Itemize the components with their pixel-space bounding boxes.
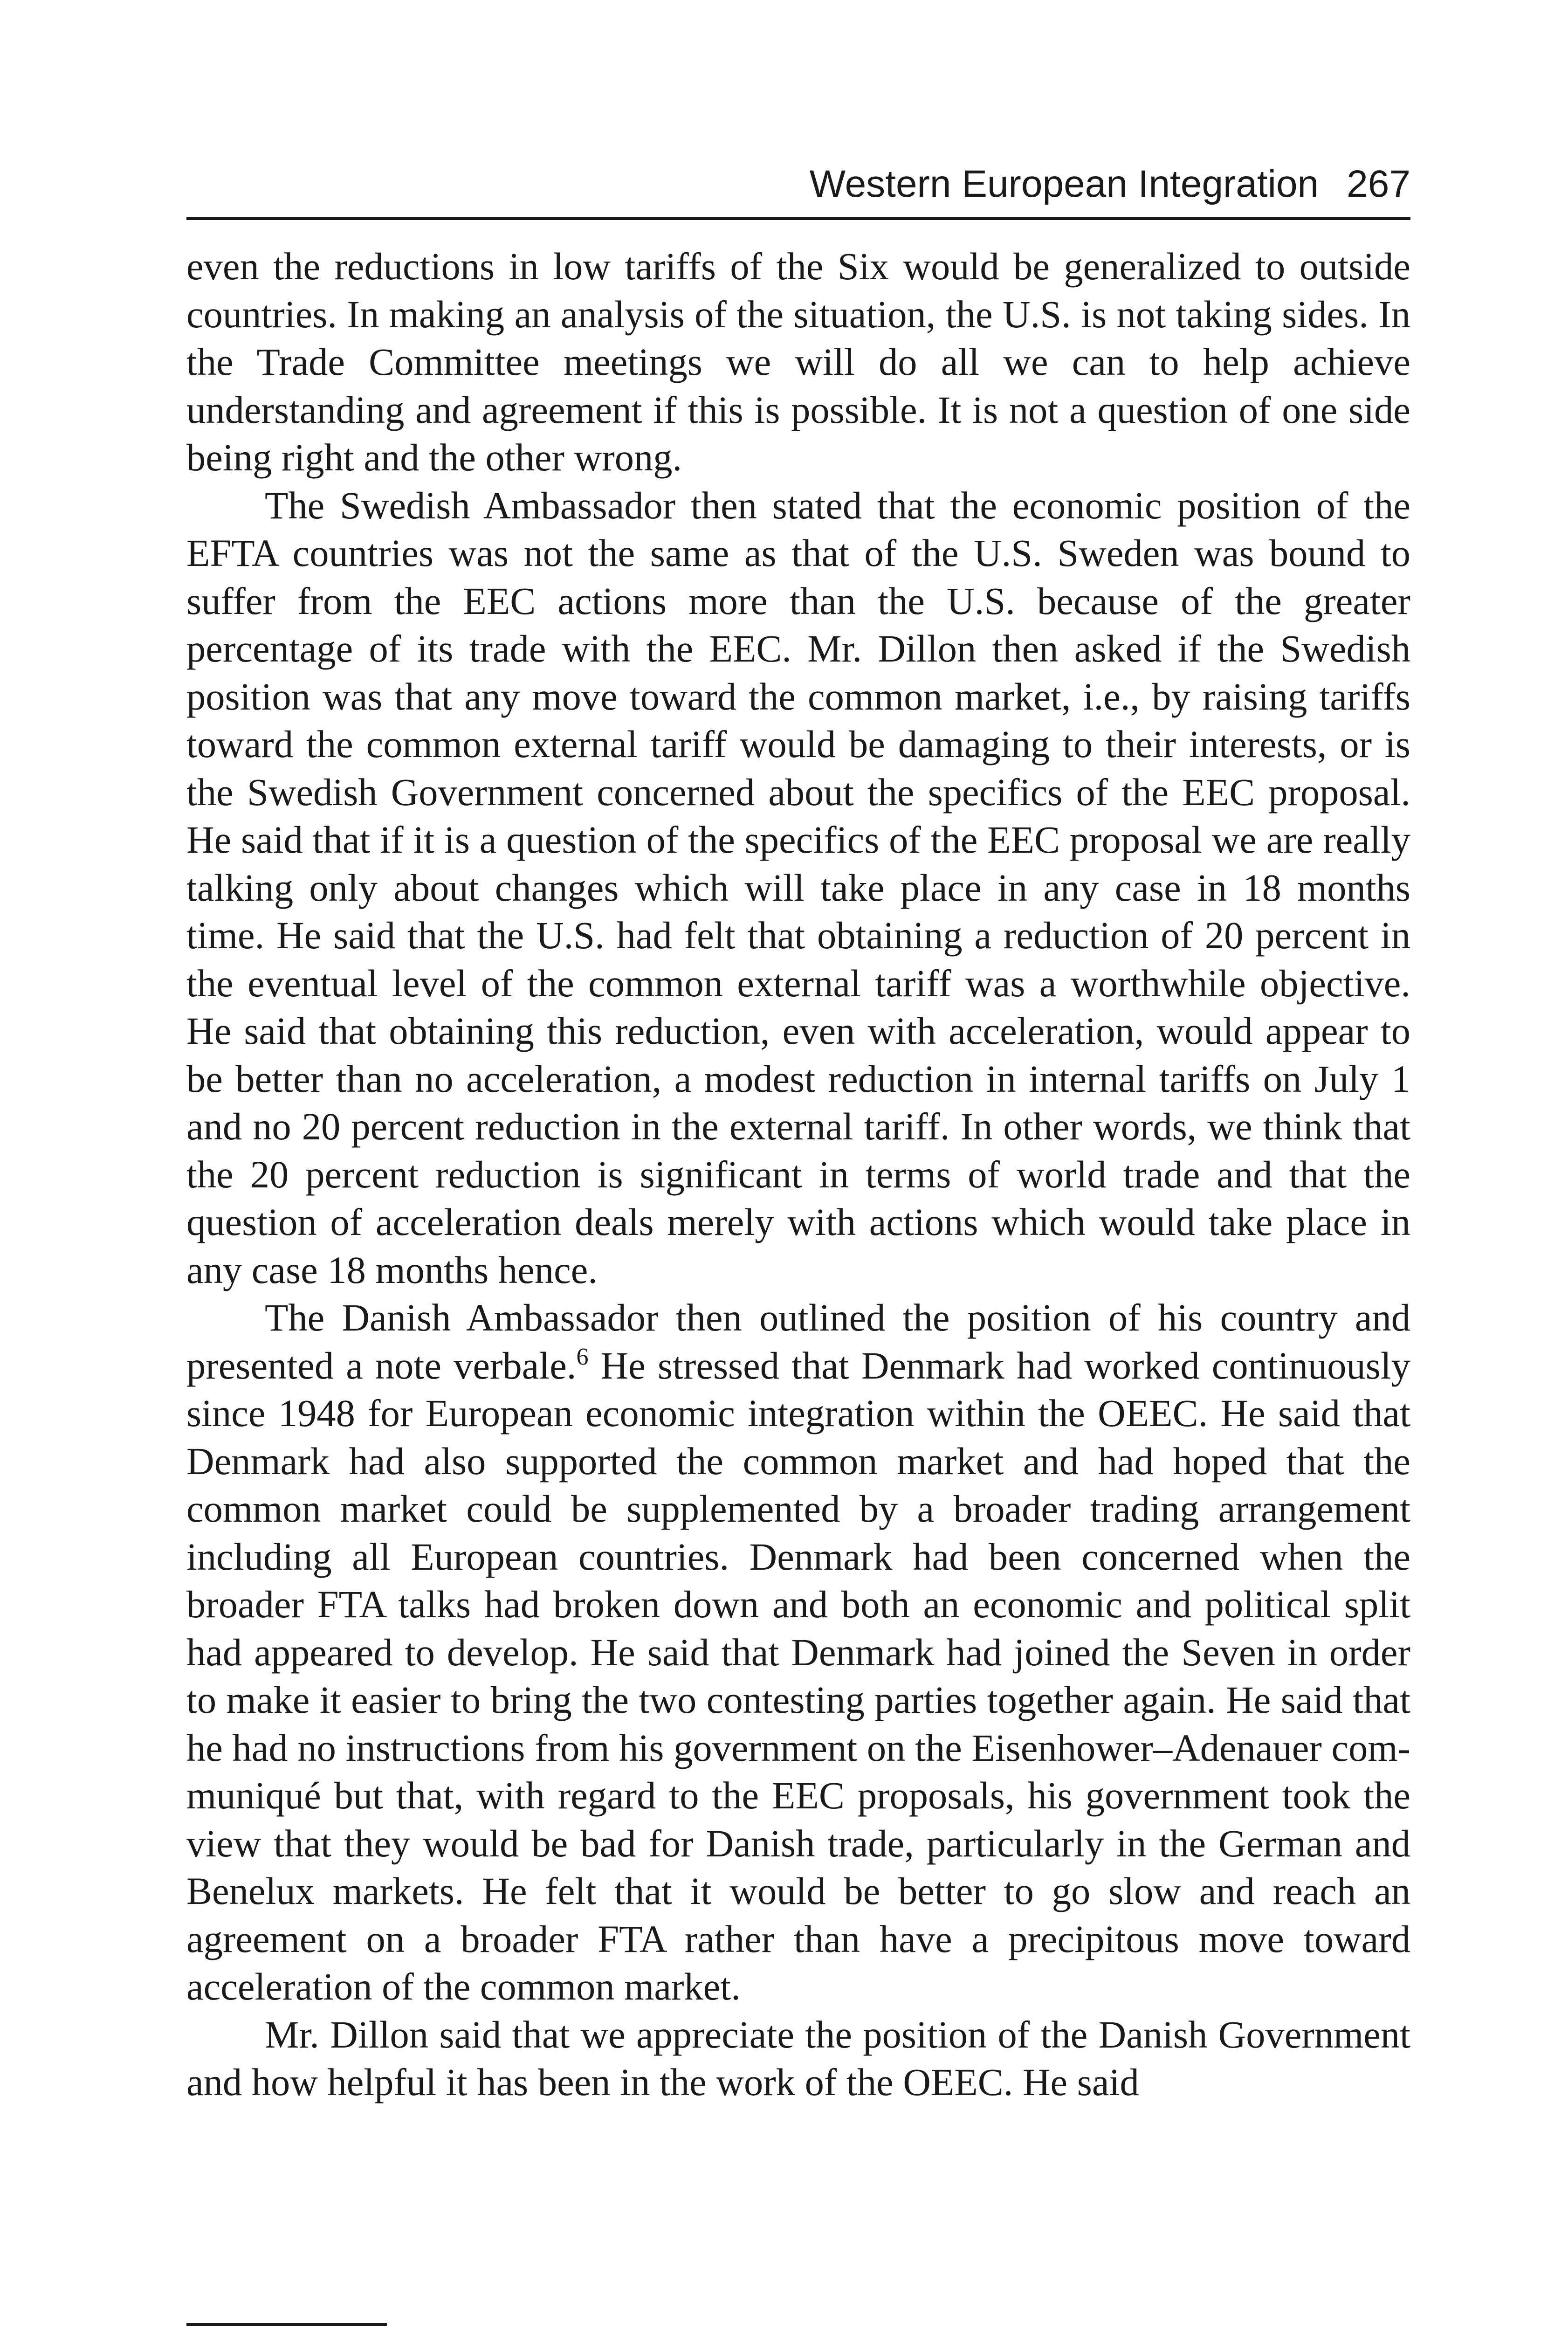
body-text	[186, 242, 1410, 2106]
footnote-rule	[186, 2323, 387, 2326]
paragraph-3-text-a: The Danish Ambassador then outlined the position of his country and presented a note verbale.	[186, 1296, 1410, 1387]
footnote-reference: 6	[576, 1343, 589, 1370]
paragraph-1: even the reductions in low tariffs of the Six would be generalized to outside countries. In making an analysis of the situation, the U.S. is not taking sides. In the Trade Committee meetings we will do all we can to help achieve understanding and agreement if this is possible. It is not a question of one side being right and the other wrong.	[186, 245, 1410, 479]
running-head-title: Western European Integration	[809, 163, 1319, 205]
page-number: 267	[1347, 163, 1410, 205]
paragraph-3-text-b: He stressed that Denmark had worked continuously since 1948 for European economic integration within the OEEC. He said that Denmark had also supported the common market and had hoped that the common market could be supplemented by a broader trading arrangement including all European countries. Denmark had been concerned when the broader FTA talks had broken down and both an economic and political split had appeared to develop. He said that Denmark had joined the Seven in order to make it easier to bring the two contesting parties together again. He said that he had no instructions from his government on the Eisenhower–Adenauer communiqué but that, with regard to the EEC proposals, his government took the view that they would be bad for Danish trade, particularly in the German and Benelux markets. He felt that it would be better to go slow and reach an agreement on a broader FTA rather than have a precipitous move toward acceleration of the common market.	[186, 1344, 1410, 2008]
running-head	[186, 161, 1410, 207]
paragraph-4: Mr. Dillon said that we appreciate the position of the Danish Government and how helpful it has been in the work of the OEEC. He said	[186, 2013, 1410, 2103]
header-rule	[186, 217, 1410, 220]
paragraph-2: The Swedish Ambassador then stated that the economic position of the EFTA countries was not the same as that of the U.S. Sweden was bound to suffer from the EEC actions more than the U.S. because of the greater percentage of its trade with the EEC. Mr. Dillon then asked if the Swedish position was that any move toward the common market, i.e., by raising tariffs toward the common external tariff would be damaging to their interests, or is the Swedish Government concerned about the specifics of the EEC proposal. He said that if it is a question of the specifics of the EEC proposal we are really talking only about changes which will take place in any case in 18 months time. He said that the U.S. had felt that obtaining a reduction of 20 percent in the eventual level of the common external tariff was a worthwhile objective. He said that obtaining this reduction, even with acceleration, would appear to be better than no acceleration, a modest reduction in internal tariffs on July 1 and no 20 percent reduction in the external tariff. In other words, we think that the 20 percent reduction is significant in terms of world trade and that the question of acceleration deals merely with actions which would take place in any case 18 months hence.	[186, 483, 1410, 1291]
paragraph-3	[186, 1294, 1410, 2011]
